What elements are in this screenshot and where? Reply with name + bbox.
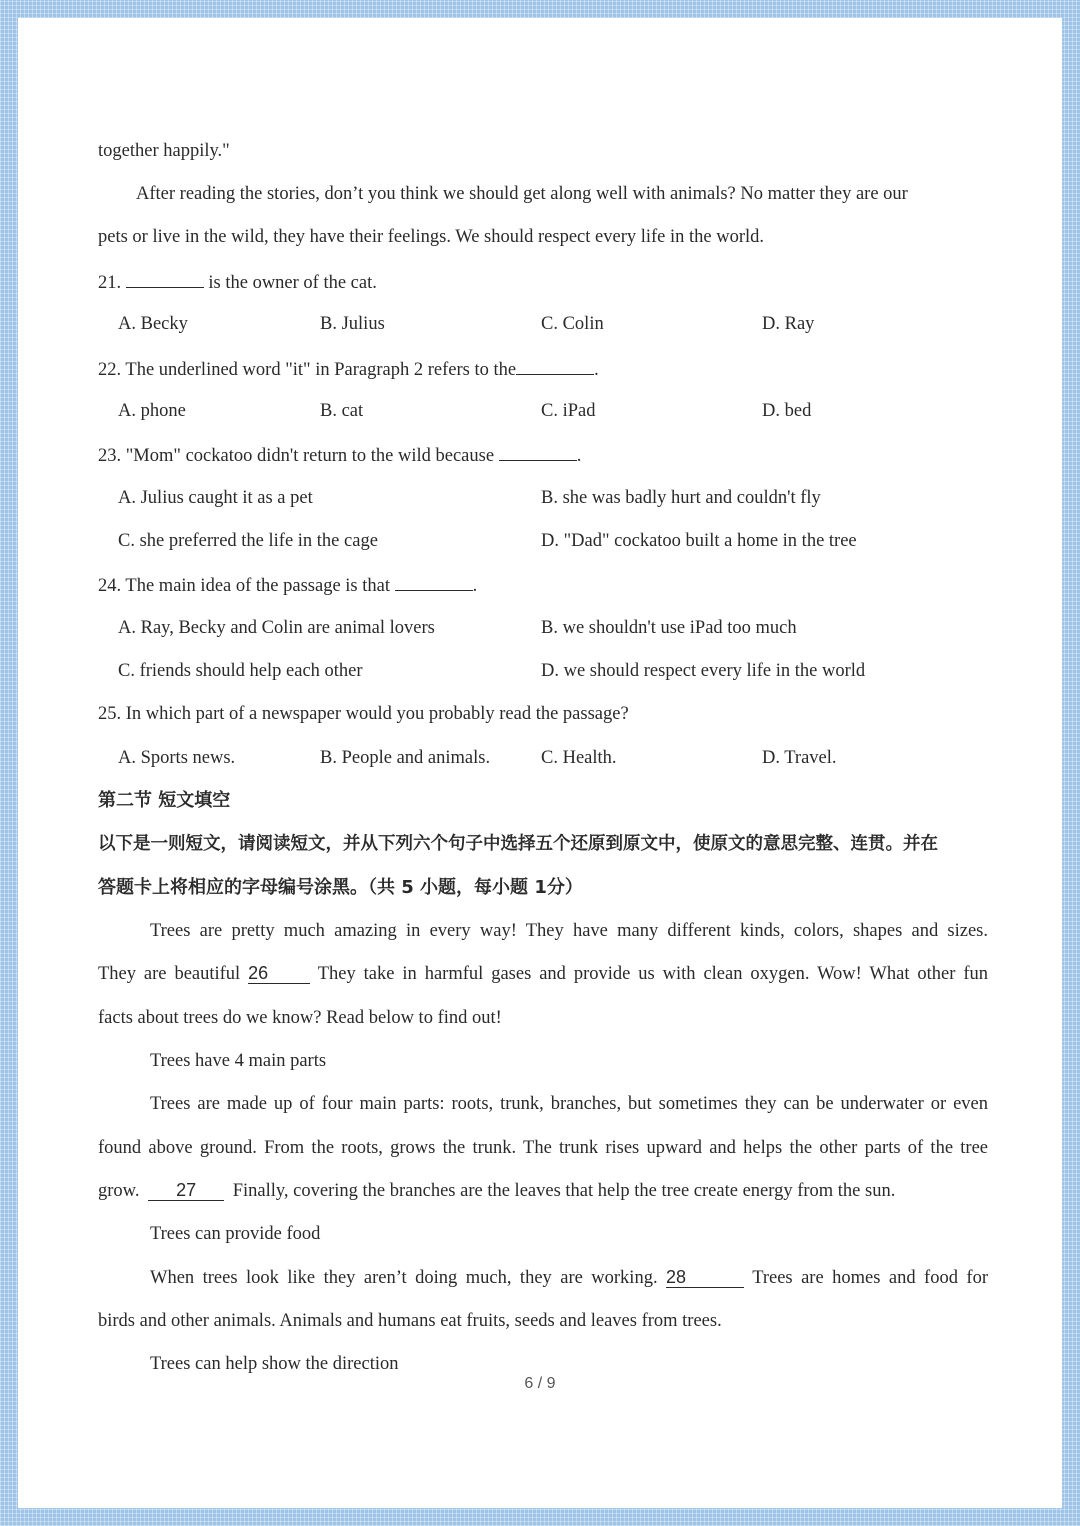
text: They are beautiful — [98, 964, 241, 984]
option-d[interactable]: D. Travel. — [762, 748, 837, 768]
option-d[interactable]: D. Ray — [762, 314, 815, 334]
option-c[interactable]: C. iPad — [541, 401, 596, 421]
passage-line: found above ground. From the roots, grows the trunk. The trunk rises upward and helps the other parts of the tree — [98, 1138, 988, 1158]
question-stem: is the owner of the cat. — [208, 273, 377, 293]
option-d[interactable]: D. "Dad" cockatoo built a home in the tree — [541, 531, 857, 551]
answer-blank — [516, 356, 594, 375]
question-number: 23. — [98, 446, 122, 466]
text: Trees are homes and food for — [752, 1268, 989, 1288]
blank-26[interactable]: 26 — [248, 963, 310, 984]
option-c[interactable]: C. Colin — [541, 314, 604, 334]
passage-subheading: Trees can help show the direction — [150, 1354, 399, 1374]
section-instruction: 以下是一则短文，请阅读短文，并从下列六个句子中选择五个还原到原文中，使原文的意思完整、连贯。并在 — [98, 834, 938, 854]
passage-line: together happily." — [98, 141, 230, 161]
text: grow. — [98, 1181, 140, 1201]
question-number: 25. — [98, 704, 122, 724]
question-22: 22. The underlined word "it" in Paragraph 2 refers to the . — [98, 356, 988, 382]
section-heading: 第二节 短文填空 — [98, 790, 231, 811]
passage-line: facts about trees do we know? Read below to find out! — [98, 1008, 502, 1028]
question-stem: The underlined word "it" in Paragraph 2 refers to the — [125, 360, 517, 380]
question-23: 23. "Mom" cockatoo didn't return to the wild because . — [98, 442, 988, 468]
section-instruction: 答题卡上将相应的字母编号涂黑。（共 5 小题，每小题 1分） — [98, 877, 583, 898]
question-stem: In which part of a newspaper would you probably read the passage? — [125, 704, 629, 724]
passage-line: Trees are pretty much amazing in every way! They have many different kinds, colors, shapes and sizes. — [150, 921, 988, 941]
question-number: 21. — [98, 273, 122, 293]
passage-line: birds and other animals. Animals and humans eat fruits, seeds and leaves from trees. — [98, 1311, 722, 1331]
option-b[interactable]: B. Julius — [320, 314, 385, 334]
passage-line: Trees are made up of four main parts: roots, trunk, branches, but sometimes they can be underwater or even — [150, 1094, 988, 1114]
answer-blank — [126, 269, 204, 288]
question-stem: The main idea of the passage is that — [125, 576, 390, 596]
option-c[interactable]: C. Health. — [541, 748, 617, 768]
blank-28[interactable]: 28 — [666, 1267, 744, 1288]
option-a[interactable]: A. Becky — [118, 314, 188, 334]
question-21 — [98, 269, 988, 295]
answer-blank — [499, 442, 577, 461]
option-c[interactable]: C. friends should help each other — [118, 661, 363, 681]
option-b[interactable]: B. cat — [320, 401, 364, 421]
option-a[interactable]: A. Ray, Becky and Colin are animal lovers — [118, 618, 435, 638]
option-b[interactable]: B. she was badly hurt and couldn't fly — [541, 488, 821, 508]
passage-line — [98, 1179, 988, 1203]
option-d[interactable]: D. bed — [762, 401, 812, 421]
passage-subheading: Trees have 4 main parts — [150, 1051, 327, 1071]
option-a[interactable]: A. Julius caught it as a pet — [118, 488, 313, 508]
passage-line — [98, 962, 988, 986]
question-number: 22. — [98, 360, 122, 380]
text: When trees look like they aren’t doing much, they are working. — [150, 1268, 658, 1288]
option-c[interactable]: C. she preferred the life in the cage — [118, 531, 378, 551]
text: They take in harmful gases and provide us with clean oxygen. Wow! What other fun — [317, 964, 989, 984]
option-a[interactable]: A. phone — [118, 401, 186, 421]
option-a[interactable]: A. Sports news. — [118, 748, 236, 768]
page-number: 6 / 9 — [524, 1375, 556, 1392]
blank-27[interactable]: 27 — [148, 1180, 224, 1201]
question-25 — [98, 702, 988, 726]
option-d[interactable]: D. we should respect every life in the world — [541, 661, 866, 681]
answer-blank — [395, 572, 473, 591]
passage-line: After reading the stories, don’t you think we should get along well with animals? No matter they are our — [136, 184, 908, 204]
passage-line — [98, 1266, 988, 1290]
text: Finally, covering the branches are the leaves that help the tree create energy from the sun. — [232, 1181, 896, 1201]
passage-subheading: Trees can provide food — [150, 1224, 321, 1244]
option-b[interactable]: B. People and animals. — [320, 748, 491, 768]
question-number: 24. — [98, 576, 122, 596]
option-b[interactable]: B. we shouldn't use iPad too much — [541, 618, 797, 638]
question-24: 24. The main idea of the passage is that . — [98, 572, 988, 598]
question-stem: "Mom" cockatoo didn't return to the wild because — [125, 446, 495, 466]
exam-page — [18, 18, 1062, 1508]
passage-line: pets or live in the wild, they have their feelings. We should respect every life in the world. — [98, 227, 765, 247]
